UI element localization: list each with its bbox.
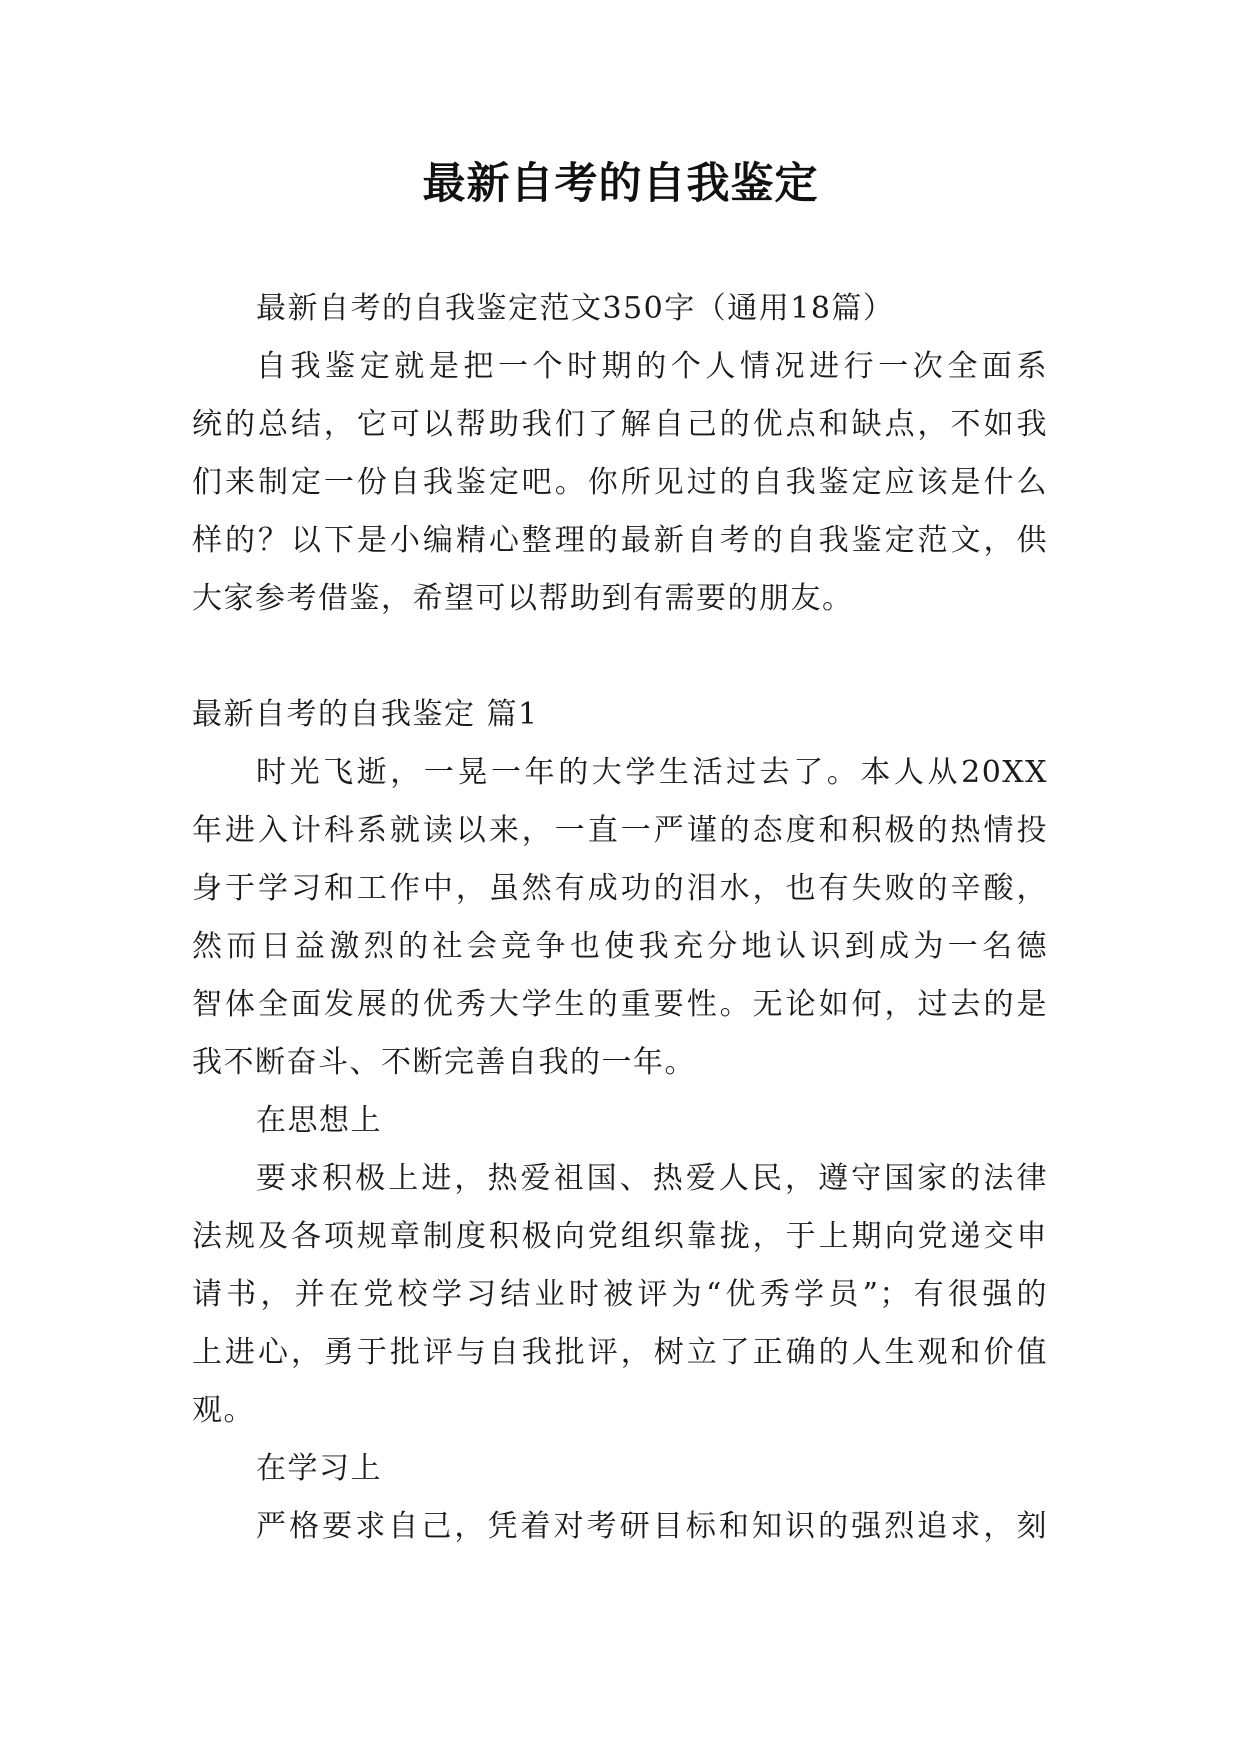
text-line: 上进心，勇于批评与自我批评，树立了正确的人生观和价值 xyxy=(192,1335,1048,1370)
text-line: 观。 xyxy=(192,1393,255,1428)
section-heading: 最新自考的自我鉴定 篇1 xyxy=(192,697,539,732)
text-line: 们来制定一份自我鉴定吧。你所见过的自我鉴定应该是什么 xyxy=(192,465,1048,500)
text-line: 要求积极上进，热爱祖国、热爱人民，遵守国家的法律 xyxy=(256,1161,1048,1196)
document-body xyxy=(192,280,1048,1556)
text-line: 身于学习和工作中，虽然有成功的泪水，也有失败的辛酸， xyxy=(192,871,1048,906)
paragraph-gap xyxy=(192,628,1048,686)
text-line: 智体全面发展的优秀大学生的重要性。无论如何，过去的是 xyxy=(192,987,1048,1022)
text-line: 大家参考借鉴，希望可以帮助到有需要的朋友。 xyxy=(192,581,854,616)
text-line: 样的？以下是小编精心整理的最新自考的自我鉴定范文，供 xyxy=(192,523,1048,558)
text-line: 请书，并在党校学习结业时被评为“优秀学员”；有很强的 xyxy=(192,1277,1048,1312)
text-line: 然而日益激烈的社会竞争也使我充分地认识到成为一名德 xyxy=(192,929,1048,964)
subheading: 在思想上 xyxy=(256,1103,382,1138)
text-line: 最新自考的自我鉴定范文350字（通用18篇） xyxy=(256,291,895,326)
text-line: 严格要求自己，凭着对考研目标和知识的强烈追求，刻 xyxy=(256,1509,1048,1544)
text-line: 自我鉴定就是把一个时期的个人情况进行一次全面系 xyxy=(256,349,1048,384)
text-line: 年进入计科系就读以来，一直一严谨的态度和积极的热情投 xyxy=(192,813,1048,848)
text-line: 法规及各项规章制度积极向党组织靠拢，于上期向党递交申 xyxy=(192,1219,1048,1254)
text-line: 统的总结，它可以帮助我们了解自己的优点和缺点，不如我 xyxy=(192,407,1048,442)
text-line: 我不断奋斗、不断完善自我的一年。 xyxy=(192,1045,696,1080)
text-line: 时光飞逝，一晃一年的大学生活过去了。本人从20XX xyxy=(256,755,1048,790)
subheading: 在学习上 xyxy=(256,1451,382,1486)
document-title: 最新自考的自我鉴定 xyxy=(422,159,819,209)
